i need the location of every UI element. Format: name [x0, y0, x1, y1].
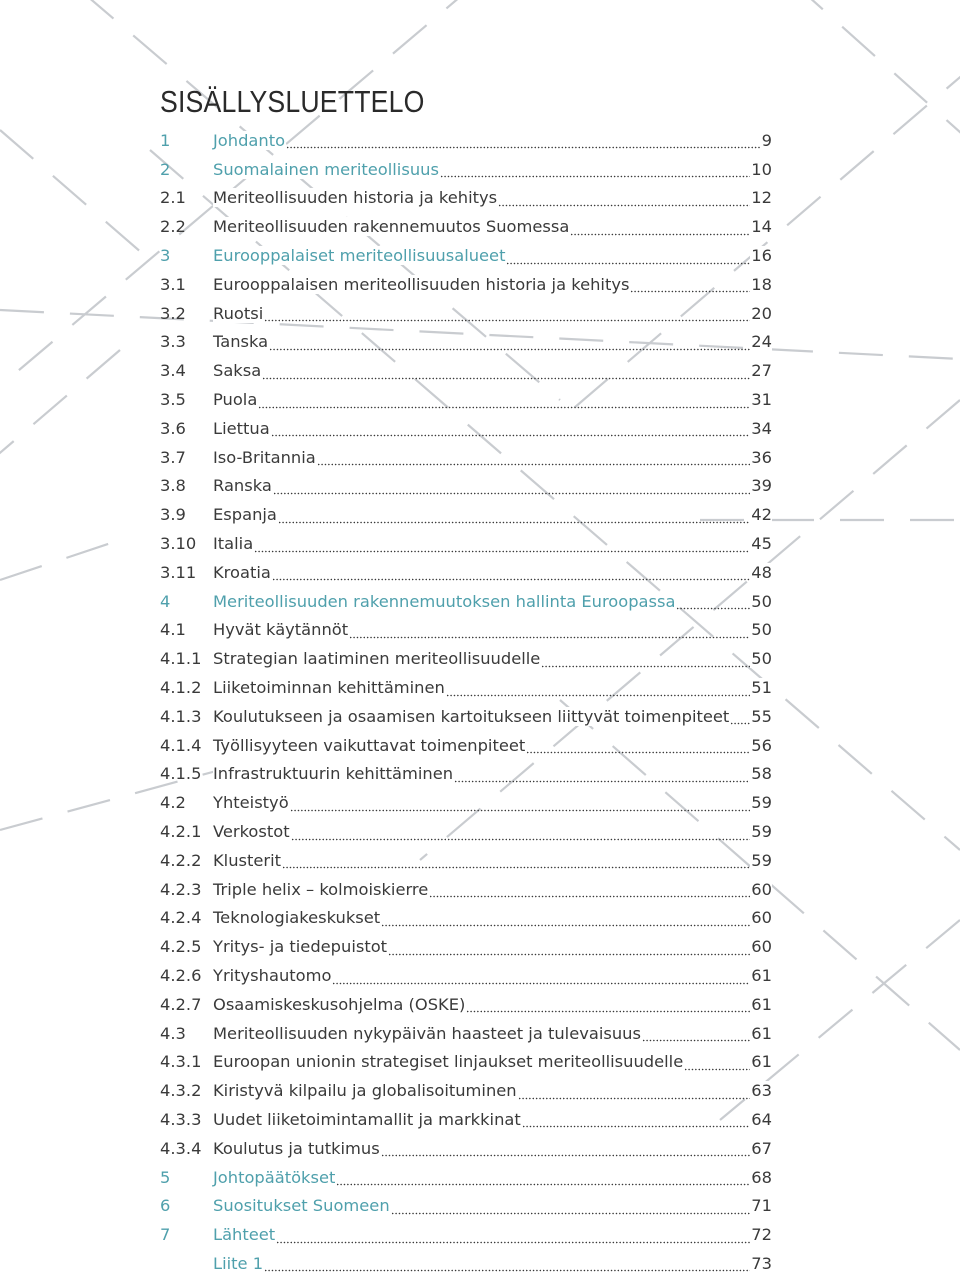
dot-leader [264, 308, 750, 322]
toc-entry-number: 4.1.4 [160, 735, 202, 755]
page-title: SISÄLLYSLUETTELO [160, 84, 425, 119]
toc-entry-title[interactable]: Infrastruktuurin kehittäminen [213, 764, 454, 784]
toc-entry[interactable] [160, 702, 772, 731]
dot-leader [498, 193, 750, 207]
toc-entry[interactable] [160, 1048, 772, 1077]
toc-entry-title[interactable]: Euroopan unionin strategiset linjaukset meriteollisuudelle [213, 1052, 684, 1072]
toc-entry-number: 2 [160, 159, 171, 179]
toc-entry-number: 1 [160, 130, 171, 150]
toc-entry[interactable] [160, 731, 772, 760]
toc-entry[interactable] [160, 414, 772, 443]
toc-entry-page-number: 10 [751, 159, 772, 179]
toc-entry-page-number: 67 [751, 1138, 772, 1158]
toc-entry-number: 2.2 [160, 217, 186, 237]
toc-entry-title[interactable]: Kiristyvä kilpailu ja globalisoituminen [213, 1081, 517, 1101]
toc-entry-page-number: 50 [751, 591, 772, 611]
toc-entry-page-number: 55 [751, 706, 772, 726]
toc-entry-page-number: 61 [751, 966, 772, 985]
toc-entry-number: 5 [160, 1167, 171, 1187]
toc-entry-title[interactable]: Johtopäätökset [213, 1167, 336, 1187]
toc-entry-page-number: 58 [751, 764, 772, 784]
toc-entry-number: 4.3.2 [160, 1081, 202, 1101]
toc-entry-number: 4.2.4 [160, 908, 202, 928]
dot-leader [336, 1172, 750, 1186]
toc-entry-title[interactable]: Ruotsi [213, 303, 264, 323]
toc-entry[interactable] [160, 616, 772, 645]
toc-entry-page-number: 50 [751, 649, 772, 669]
toc-entry-page-number: 16 [751, 246, 772, 266]
toc-entry-title[interactable]: Uudet liiketoimintamallit ja markkinat [213, 1109, 521, 1129]
toc-entry-page-number: 14 [751, 217, 772, 237]
toc-entry-title[interactable]: Strategian laatiminen meriteollisuudelle [213, 649, 541, 669]
toc-entry[interactable] [160, 1076, 772, 1105]
dot-leader [522, 1114, 751, 1128]
toc-entry-title[interactable]: Liite 1 [213, 1253, 264, 1273]
dot-leader [541, 654, 750, 668]
toc-entry[interactable] [160, 299, 772, 328]
dot-leader [570, 222, 750, 236]
toc-entry[interactable] [160, 1105, 772, 1134]
toc-entry-number: 3.8 [160, 476, 186, 496]
toc-entry-number: 4.1.5 [160, 764, 202, 784]
toc-entry-page-number: 24 [751, 332, 772, 352]
toc-entry-page-number: 34 [751, 418, 772, 438]
toc-entry-title[interactable]: Eurooppalaisen meriteollisuuden historia ja kehitys [213, 274, 630, 294]
dot-leader [429, 884, 750, 898]
toc-entry-title[interactable]: Meriteollisuuden historia ja kehitys [213, 188, 498, 208]
toc-entry[interactable] [160, 1134, 772, 1163]
toc-entry-number: 3.5 [160, 390, 186, 410]
toc-entry-page-number: 59 [751, 850, 772, 870]
toc-entry-number: 4.1 [160, 620, 186, 640]
toc-entry[interactable] [160, 587, 772, 616]
toc-entry-title[interactable]: Hyvät käytännöt [213, 620, 349, 640]
dot-leader [278, 510, 750, 524]
toc-entry-title[interactable]: Osaamiskeskusohjelma (OSKE) [213, 994, 466, 1014]
toc-entry-page-number: 64 [751, 1109, 772, 1129]
dot-leader [317, 452, 751, 466]
toc-entry[interactable] [160, 1163, 772, 1192]
dot-leader [526, 740, 750, 754]
toc-entry-title[interactable]: Yhteistyö [213, 793, 289, 813]
toc-entry-page-number: 31 [751, 390, 772, 410]
toc-entry-title[interactable]: Liiketoiminnan kehittäminen [213, 678, 445, 698]
toc-entry[interactable] [160, 356, 772, 385]
toc-entry-page-number: 68 [751, 1167, 772, 1187]
dot-leader [273, 481, 750, 495]
toc-entry[interactable] [160, 500, 772, 529]
toc-entry-number: 4.2.5 [160, 937, 202, 957]
toc-entry-title[interactable]: Koulutukseen ja osaamisen kartoitukseen liittyvät toimenpiteet [213, 706, 730, 726]
toc-entry[interactable] [160, 126, 772, 155]
toc-entry-number: 3.6 [160, 418, 186, 438]
dot-leader [630, 279, 750, 293]
toc-entry-number: 4.3.1 [160, 1052, 202, 1072]
toc-entry-page-number: 39 [751, 476, 772, 496]
toc-entry-number: 3.1 [160, 274, 186, 294]
dot-leader [286, 135, 761, 149]
toc-entry[interactable] [160, 1019, 772, 1048]
toc-entry[interactable] [160, 961, 772, 990]
toc-entry-page-number: 72 [751, 1225, 772, 1245]
toc-entry-number: 3.9 [160, 505, 186, 525]
toc-entry-number: 4.2.7 [160, 994, 202, 1014]
toc-entry-page-number: 9 [761, 130, 772, 150]
toc-entry[interactable] [160, 270, 772, 299]
toc-entry-title[interactable]: Espanja [213, 505, 277, 525]
toc-entry-number: 4 [160, 591, 171, 611]
toc-entry-title[interactable]: Ranska [213, 476, 272, 496]
toc-entry[interactable] [160, 817, 772, 846]
toc-entry[interactable] [160, 788, 772, 817]
toc-entry[interactable] [160, 932, 772, 961]
toc-entry-page-number: 61 [751, 1052, 772, 1072]
toc-entry-number: 3.2 [160, 303, 186, 323]
toc-entry-page-number: 36 [751, 447, 772, 467]
dot-leader [381, 913, 750, 927]
dot-leader [269, 337, 750, 351]
toc-entry[interactable] [160, 241, 772, 270]
toc-entry-number: 3.10 [160, 534, 197, 554]
dashed-line [790, 0, 960, 150]
toc-entry-number: 3.4 [160, 361, 186, 381]
toc-entry[interactable] [160, 1220, 772, 1249]
toc-entry-number: 4.1.3 [160, 706, 202, 726]
toc-entry-title[interactable]: Kroatia [213, 562, 271, 582]
dot-leader [272, 567, 750, 581]
toc-entry[interactable] [160, 673, 772, 702]
toc-entry-number: 4.3.3 [160, 1109, 202, 1129]
toc-entry-title[interactable]: Liettua [213, 418, 270, 438]
toc-entry-number: 4.2.1 [160, 822, 202, 842]
toc-entry-number: 7 [160, 1225, 171, 1245]
toc-entry-page-number: 51 [751, 678, 772, 698]
dot-leader [466, 999, 750, 1013]
toc-entry-page-number: 60 [751, 937, 772, 957]
dot-leader [262, 366, 750, 380]
toc-entry[interactable] [160, 1191, 772, 1220]
dot-leader [291, 827, 751, 841]
toc-entry-page-number: 71 [751, 1196, 772, 1216]
toc-entry[interactable] [160, 328, 772, 357]
toc-entry-title[interactable]: Klusterit [213, 850, 282, 870]
toc-entry[interactable] [160, 904, 772, 933]
toc-entry-page-number: 61 [751, 1023, 772, 1043]
dot-leader [349, 625, 750, 639]
toc-entry-title[interactable]: Tanska [213, 332, 269, 352]
dot-leader [271, 423, 751, 437]
dot-leader [391, 1201, 751, 1215]
dot-leader [332, 971, 750, 985]
toc-entry-number: 6 [160, 1196, 171, 1216]
toc-entry-page-number: 73 [751, 1253, 772, 1273]
toc-entry-number: 4.1.2 [160, 678, 202, 698]
toc-entry[interactable] [160, 443, 772, 472]
toc-entry-number: 3.11 [160, 562, 197, 582]
toc-entry-title[interactable]: Suomalainen meriteollisuus [213, 159, 439, 179]
dot-leader [282, 855, 750, 869]
toc-entry-title[interactable]: Meriteollisuuden rakennemuutoksen hallinta Euroopassa [213, 591, 676, 611]
dot-leader [258, 395, 750, 409]
toc-entry-page-number: 48 [751, 562, 772, 582]
toc-entry[interactable] [160, 990, 772, 1019]
toc-entry-page-number: 45 [751, 534, 772, 554]
dot-leader [276, 1230, 750, 1244]
toc-entry-title[interactable]: Iso-Britannia [213, 447, 316, 467]
dot-leader [440, 164, 750, 178]
toc-entry-number: 4.2.6 [160, 966, 202, 985]
toc-entry-title[interactable]: Koulutus ja tutkimus [213, 1138, 380, 1158]
toc-entry-title[interactable]: Saksa [213, 361, 262, 381]
dashed-line [0, 540, 120, 580]
toc-entry-page-number: 12 [751, 188, 772, 208]
toc-entry-title[interactable]: Triple helix – kolmoiskierre [213, 879, 429, 899]
toc-entry[interactable] [160, 529, 772, 558]
toc-entry-number: 3.3 [160, 332, 186, 352]
toc-entry-title[interactable]: Verkostot [213, 822, 290, 842]
dot-leader [506, 251, 750, 265]
toc-entry-number: 4.2.3 [160, 879, 202, 899]
toc-entry-title[interactable]: Johdanto [213, 130, 286, 150]
dot-leader [684, 1057, 750, 1071]
toc-entry-page-number: 60 [751, 908, 772, 928]
toc-entry-page-number: 61 [751, 994, 772, 1014]
dot-leader [388, 942, 750, 956]
dot-leader [290, 798, 751, 812]
toc-entry-number: 4.2.2 [160, 850, 202, 870]
toc-entry-title[interactable]: Yritys- ja tiedepuistot [213, 937, 388, 957]
dot-leader [518, 1086, 751, 1100]
toc-entry-number: 3 [160, 246, 171, 266]
dot-leader [730, 711, 750, 725]
toc-entry-number: 4.3 [160, 1023, 186, 1043]
toc-entry-page-number: 27 [751, 361, 772, 381]
toc-entry-page-number: 60 [751, 879, 772, 899]
toc-entry[interactable] [160, 385, 772, 414]
toc-entry-page-number: 59 [751, 822, 772, 842]
toc-entry-page-number: 20 [751, 303, 772, 323]
toc-entry[interactable] [160, 1249, 772, 1278]
toc-entry-title[interactable]: Meriteollisuuden rakennemuutos Suomessa [213, 217, 570, 237]
dot-leader [642, 1028, 750, 1042]
toc-entry-title[interactable]: Työllisyyteen vaikuttavat toimenpiteet [213, 735, 526, 755]
toc-entry-number: 3.7 [160, 447, 186, 467]
toc-entry-title[interactable]: Puola [213, 390, 258, 410]
toc-entry-title[interactable]: Eurooppalaiset meriteollisuusalueet [213, 246, 506, 266]
toc-entry-page-number: 18 [751, 274, 772, 294]
toc-entry[interactable] [160, 212, 772, 241]
toc-entry-page-number: 59 [751, 793, 772, 813]
toc-entry-title[interactable]: Yrityshautomo [213, 966, 332, 985]
table-of-contents [160, 126, 772, 1278]
toc-entry-page-number: 42 [751, 505, 772, 525]
dot-leader [676, 596, 750, 610]
dot-leader [446, 683, 750, 697]
toc-entry-number: 4.1.1 [160, 649, 202, 669]
toc-entry-title[interactable]: Italia [213, 534, 254, 554]
toc-entry[interactable] [160, 184, 772, 213]
toc-entry-title[interactable]: Meriteollisuuden nykypäivän haasteet ja tulevaisuus [213, 1023, 641, 1043]
toc-entry[interactable] [160, 472, 772, 501]
toc-entry[interactable] [160, 155, 772, 184]
dashed-line [0, 350, 120, 470]
toc-entry[interactable] [160, 875, 772, 904]
toc-entry-title[interactable]: Suositukset Suomeen [213, 1196, 390, 1216]
toc-entry-number: 4.3.4 [160, 1138, 202, 1158]
dot-leader [381, 1143, 751, 1157]
toc-entry[interactable] [160, 760, 772, 789]
toc-entry[interactable] [160, 846, 772, 875]
toc-entry[interactable] [160, 644, 772, 673]
toc-entry-page-number: 50 [751, 620, 772, 640]
dot-leader [454, 769, 750, 783]
toc-entry-page-number: 56 [751, 735, 772, 755]
toc-entry-number: 4.2 [160, 793, 186, 813]
toc-entry-title[interactable]: Lähteet [213, 1225, 276, 1245]
toc-entry-number: 2.1 [160, 188, 186, 208]
dashed-line [0, 130, 150, 260]
toc-entry[interactable] [160, 558, 772, 587]
dot-leader [264, 1258, 750, 1272]
toc-entry-title[interactable]: Teknologiakeskukset [213, 908, 381, 928]
toc-entry-page-number: 63 [751, 1081, 772, 1101]
dot-leader [254, 539, 750, 553]
